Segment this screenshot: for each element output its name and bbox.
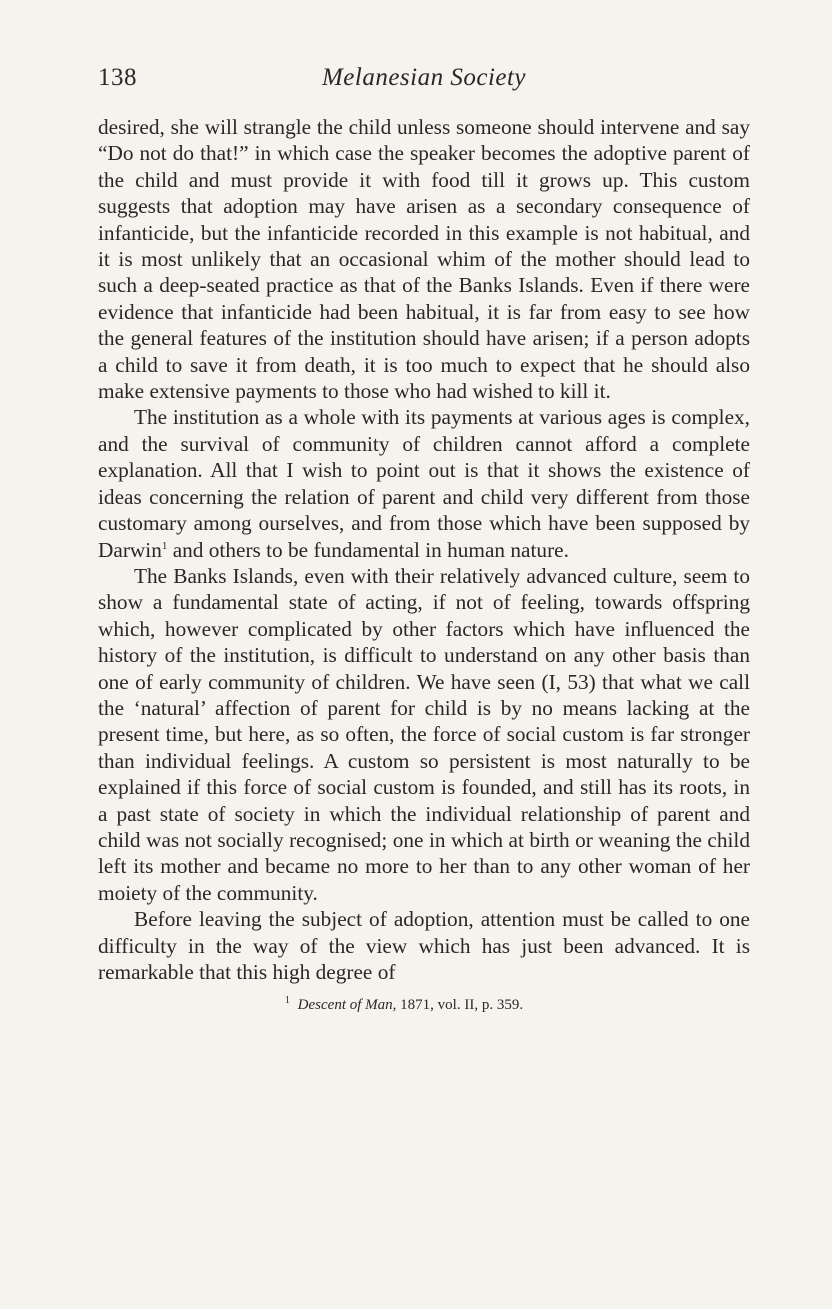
footnote-details: 1871, vol. II, p. 359.	[400, 997, 524, 1014]
body-text	[98, 114, 750, 985]
page-number: 138	[98, 64, 137, 91]
footnote-mark: 1	[284, 995, 290, 1007]
paragraph-3: The Banks Islands, even with their relatively advanced culture, seem to show a fundamental state of acting, if not of feeling, towards offspring which, however complicated by other factors which have influenced the history of the institution, is difficult to understand on any other basis than one of early community of children. We have seen (I, 53) that what we call the ‘natural’ affection of parent for child is by no means lacking at the present time, but here, as so often, the force of social custom is far stronger than individual feelings. A custom so persistent is most naturally to be explained if this force of social custom is founded, and still has its roots, in a past state of society in which the individual relationship of parent and child was not socially recognised; one in which at birth or weaning the child left its mother and became no more to her than to any other woman of her moiety of the community.	[98, 563, 750, 905]
page-header	[98, 64, 750, 104]
footnote-title: Descent of Man,	[297, 997, 397, 1014]
paragraph-2-continuation: and others to be fundamental in human nature.	[167, 537, 569, 562]
footnote-reference: 1	[161, 539, 168, 552]
paragraph-1: desired, she will strangle the child unless someone should intervene and say “Do not do that!” in which case the speaker becomes the adoptive parent of the child and must provide it with food till it grows up. This custom suggests that adoption may have arisen as a secondary consequence of infanticide, but the infanticide recorded in this example is not habitual, and it is most unlikely that an occasional whim of the mother should lead to such a deep-seated practice as that of the Banks Islands. Even if there were evidence that infanticide had been habitual, it is far from easy to see how the general features of the institution should have arisen; if a person adopts a child to save it from death, it is too much to expect that he should also make extensive payments to those who had wished to kill it.	[98, 115, 750, 404]
paragraph-2	[98, 404, 750, 562]
running-title: Melanesian Society	[321, 64, 527, 91]
footnote	[98, 995, 750, 1015]
paragraph-4: Before leaving the subject of adoption, attention must be called to one difficulty in the way of the view which has just been advanced. It is remarkable that this high degree of	[98, 907, 750, 984]
book-page	[98, 64, 750, 1015]
paragraph-2-text: The institution as a whole with its payments at various ages is complex, and the survival of community of children cannot afford a complete explanation. All that I wish to point out is that it shows the existence of ideas concerning the relation of parent and child very different from those customary among ourselves, and from those which have been supposed by Darwin	[98, 405, 750, 562]
